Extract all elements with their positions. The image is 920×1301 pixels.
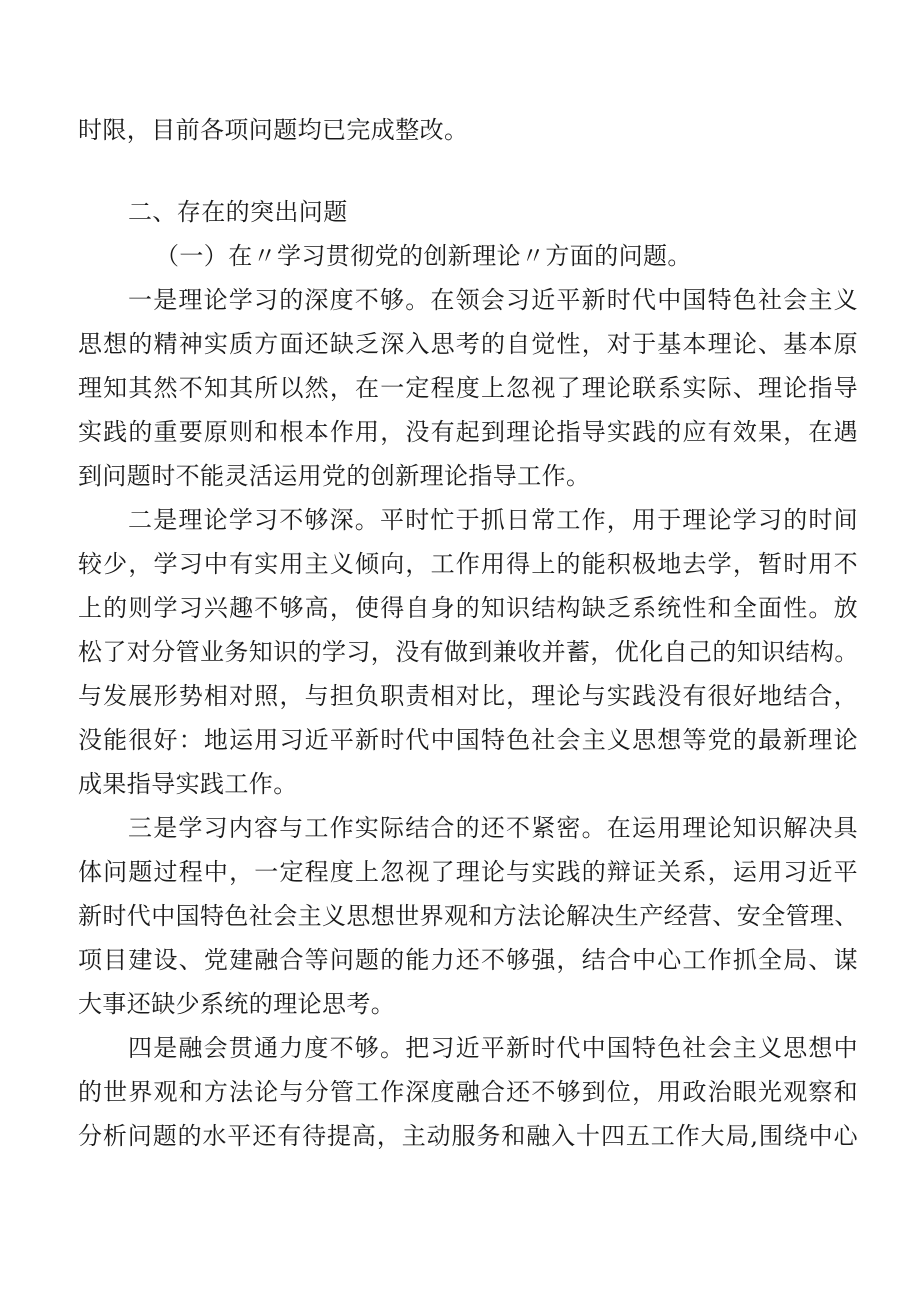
text-line: 实践的重要原则和根本作用，没有起到理论指导实践的应有效果，在遇	[78, 418, 858, 446]
text-line: 体问题过程中，一定程度上忽视了理论与实践的辩证关系，运用习近平	[78, 858, 858, 886]
text-line: 松了对分管业务知识的学习，没有做到兼收并蓄，优化自己的知识结构。	[78, 638, 859, 666]
text-line: 与发展形势相对照，与担负职责相对比，理论与实践没有很好地结合，	[78, 682, 858, 710]
text-line: 较少，学习中有实用主义倾向，工作用得上的能积极地去学，暂时用不	[78, 550, 858, 578]
text-line: 新时代中国特色社会主义思想世界观和方法论解决生产经营、安全管理、	[78, 902, 859, 930]
text-line: 到问题时不能灵活运用党的创新理论指导工作。	[78, 462, 591, 490]
text-line: 项目建设、党建融合等问题的能力还不够强，结合中心工作抓全局、谋	[78, 946, 858, 974]
text-line: 大事还缺少系统的理论思考。	[78, 990, 396, 1018]
subsection-heading: （一）在〃学习贯彻党的创新理论〃方面的问题。	[155, 242, 692, 270]
section-heading: 二、存在的突出问题	[128, 198, 348, 226]
text-line: 二是理论学习不够深。平时忙于抓日常工作，用于理论学习的时间	[128, 506, 858, 534]
text-line: 分析问题的水平还有待提高，主动服务和融入十四五工作大局,围绕中心	[78, 1122, 858, 1150]
text-line: 时限，目前各项问题均已完成整改。	[78, 116, 469, 144]
text-line: 一是理论学习的深度不够。在领会习近平新时代中国特色社会主义	[128, 286, 858, 314]
text-line: 理知其然不知其所以然，在一定程度上忽视了理论联系实际、理论指导	[78, 374, 858, 402]
text-line: 四是融会贯通力度不够。把习近平新时代中国特色社会主义思想中	[128, 1034, 858, 1062]
text-line: 三是学习内容与工作实际结合的还不紧密。在运用理论知识解决具	[128, 814, 858, 842]
text-line: 成果指导实践工作。	[78, 770, 298, 798]
text-line: 的世界观和方法论与分管工作深度融合还不够到位，用政治眼光观察和	[78, 1078, 858, 1106]
text-line: 没能很好：地运用习近平新时代中国特色社会主义思想等党的最新理论	[78, 726, 858, 754]
text-line: 上的则学习兴趣不够高，使得自身的知识结构缺乏系统性和全面性。放	[78, 594, 858, 622]
text-line: 思想的精神实质方面还缺乏深入思考的自觉性，对于基本理论、基本原	[78, 330, 858, 358]
